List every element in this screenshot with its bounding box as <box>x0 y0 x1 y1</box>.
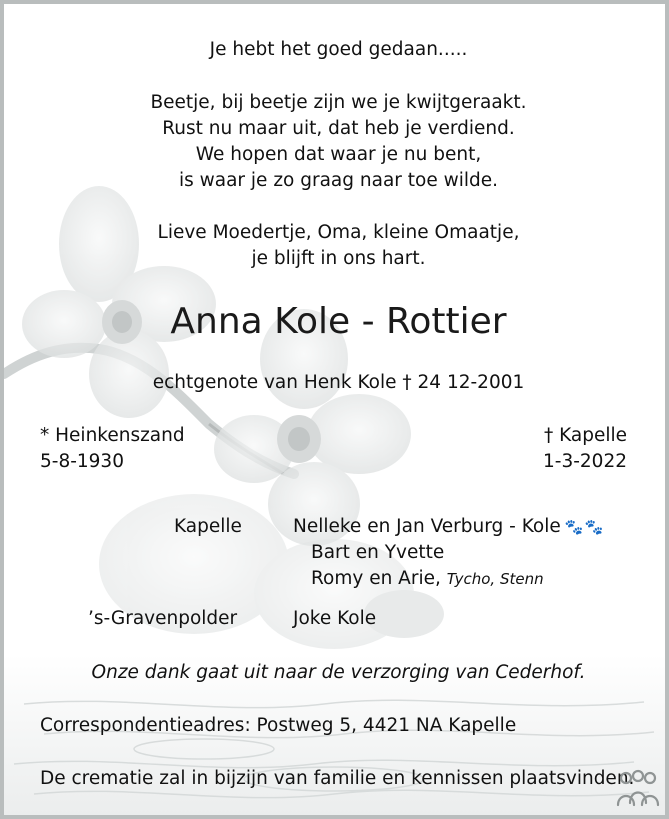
cremation-notice: De crematie zal in bijzijn van familie en kennissen plaatsvinden. <box>40 768 635 789</box>
poem-line-5: is waar je zo graag naar toe wilde. <box>178 170 499 191</box>
family-names: Nelleke en Jan Verburg - Kole <box>293 516 561 537</box>
family-names: Romy en Arie, <box>311 568 441 589</box>
birth-place: * Heinkenszand <box>40 425 185 446</box>
people-group-icon <box>614 769 662 809</box>
spouse-line: echtgenote van Henk Kole † 24 12-2001 <box>152 372 525 393</box>
death-place: † Kapelle <box>543 425 627 446</box>
birth-date: 5-8-1930 <box>40 451 124 472</box>
poem-line-7: je blijft in ons hart. <box>251 248 426 269</box>
poem-line-4: We hopen dat waar je nu bent, <box>195 144 482 165</box>
poem-line-3: Rust nu maar uit, dat heb je verdiend. <box>162 118 515 139</box>
family-member-line: Joke Kole <box>293 608 377 629</box>
death-date: 1-3-2022 <box>543 451 627 472</box>
family-place-gravenpolder: ’s-Gravenpolder <box>88 608 238 629</box>
poem-line-6: Lieve Moedertje, Oma, kleine Omaatje, <box>157 222 520 243</box>
family-member-line <box>293 514 604 540</box>
thanks-line: Onze dank gaat uit naar de verzorging van Cederhof. <box>91 662 586 683</box>
family-children: Tycho, Stenn <box>446 570 544 588</box>
correspondence-address: Correspondentieadres: Postweg 5, 4421 NA Kapelle <box>40 715 517 736</box>
paw-prints-icon: 🐾🐾 <box>564 518 605 536</box>
family-place-kapelle: Kapelle <box>174 516 242 537</box>
poem-line-1: Je hebt het goed gedaan..... <box>209 39 468 60</box>
poem-line-2: Beetje, bij beetje zijn we je kwijtgeraakt. <box>150 92 527 113</box>
family-member-line: Bart en Yvette <box>311 542 445 563</box>
deceased-name: Anna Kole - Rottier <box>170 301 507 342</box>
family-member-line <box>311 566 544 592</box>
